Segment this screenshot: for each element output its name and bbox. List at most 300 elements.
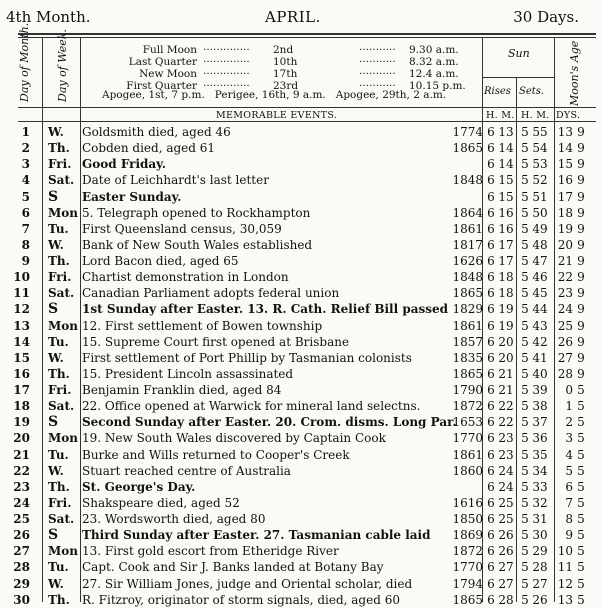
moon-phase-name: Full Moon (142, 44, 197, 56)
moon-age-hours: 5 (577, 495, 585, 510)
moon-age-days: 1 (565, 399, 573, 414)
sunset-minute: 32 (532, 495, 548, 510)
subheader-rule (18, 121, 596, 122)
leader-dots: .............. (203, 77, 250, 89)
sunset-hour: 5 (521, 286, 529, 301)
sunset-hour: 5 (521, 350, 529, 365)
table-row (0, 301, 601, 317)
sunset-minute: 52 (532, 173, 548, 188)
moon-phase-date: 23rd (273, 80, 299, 92)
table-row (0, 172, 601, 188)
day-of-month: 11 (13, 286, 30, 301)
day-of-week: Mon (48, 318, 79, 333)
moon-age-hours: 5 (577, 447, 585, 462)
sunset-minute: 39 (532, 383, 548, 397)
moon-age-days: 27 (557, 350, 573, 365)
day-of-week: Tu. (48, 334, 69, 349)
day-of-month: 21 (13, 447, 30, 462)
event: Shakspeare died, aged 52 (82, 495, 240, 510)
table-row (0, 592, 601, 608)
sunrise-minute: 14 (498, 157, 514, 172)
sunset-minute: 50 (532, 205, 548, 220)
day-of-month: 27 (13, 544, 30, 559)
moon-age-hours: 9 (577, 302, 585, 317)
sunrise-hour: 6 (487, 431, 495, 446)
day-of-week: S (48, 527, 59, 544)
sunrise-hour: 6 (487, 383, 495, 397)
month-name: APRIL. (265, 8, 321, 26)
moon-age-hours: 9 (577, 205, 585, 220)
day-of-month: 29 (13, 576, 30, 591)
table-row (0, 140, 601, 156)
day-of-month: 15 (13, 350, 30, 365)
moon-age-days: 19 (557, 221, 573, 236)
table-row (0, 398, 601, 414)
sunrise-hour: 6 (487, 399, 495, 414)
moon-phase-time: 9.30 a.m. (409, 44, 459, 56)
moon-age-hours: 9 (577, 173, 585, 188)
day-of-month: 25 (13, 512, 30, 526)
table-row (0, 382, 601, 398)
day-of-month: 14 (13, 334, 30, 349)
sunrise-minute: 24 (498, 479, 514, 494)
day-of-week: Fri. (48, 383, 72, 397)
sunrise-hour: 6 (487, 495, 495, 510)
sunset-hour: 5 (521, 399, 529, 414)
sunset-minute: 44 (532, 302, 548, 317)
day-of-month: 4 (21, 173, 30, 188)
day-of-week-label: Day of Week. (56, 29, 69, 102)
moon-age-days: 13 (557, 125, 573, 139)
moon-age-days: 23 (557, 286, 573, 301)
moon-age-hours: 9 (577, 125, 585, 139)
event-year: 1848 (452, 173, 483, 188)
sunset-minute: 27 (532, 576, 548, 591)
table-row (0, 527, 601, 543)
table-row (0, 559, 601, 575)
sunrise-hour: 6 (487, 350, 495, 365)
event: 13. First gold escort from Etheridge River (82, 544, 339, 559)
day-of-month: 23 (13, 479, 30, 494)
day-of-week: Th. (48, 366, 70, 381)
apogee-line: Apogee, 1st, 7 p.m. Perigee, 16th, 9 a.m. Apogee, 29th, 2 a.m. (102, 89, 447, 101)
event-year: 1626 (452, 254, 483, 268)
event: Burke and Wills returned to Cooper's Creek (82, 447, 350, 462)
event-year: 1848 (452, 270, 483, 285)
moon-age-days: 24 (557, 302, 573, 317)
sunset-hour: 5 (521, 463, 529, 478)
moon-age-hours: 5 (577, 576, 585, 591)
event-year: 1865 (452, 366, 483, 381)
day-of-month: 16 (13, 366, 30, 381)
day-of-week: W. (48, 350, 64, 365)
table-row (0, 366, 601, 382)
sunset-hour: 5 (521, 157, 529, 172)
sunset-hour: 5 (521, 270, 529, 285)
table-row (0, 479, 601, 495)
top-rule-thin (18, 37, 596, 38)
event-year: 1616 (452, 495, 483, 510)
event-year: 1861 (452, 221, 483, 236)
hm-sets-heading: H. M. (521, 110, 550, 121)
moon-age-hours: 9 (577, 350, 585, 365)
sunrise-minute: 18 (498, 270, 514, 285)
sunset-hour: 5 (521, 479, 529, 494)
moon-age-hours: 9 (577, 366, 585, 381)
sunrise-minute: 16 (498, 205, 514, 220)
sunrise-minute: 22 (498, 399, 514, 414)
event-year: 1817 (452, 237, 483, 252)
sunset-hour: 5 (521, 447, 529, 462)
sunrise-minute: 19 (498, 318, 514, 333)
day-of-week: Th. (48, 592, 70, 607)
table-row (0, 156, 601, 172)
day-of-month: 7 (21, 221, 30, 236)
day-of-week: W. (48, 463, 64, 478)
day-of-month: 8 (21, 237, 30, 252)
rises-label: Rises (484, 86, 511, 97)
sunset-hour: 5 (521, 576, 529, 591)
sunrise-hour: 6 (487, 544, 495, 559)
event-year: 1872 (452, 399, 483, 414)
moon-age-days: 17 (557, 189, 573, 204)
day-of-week: S (48, 414, 59, 431)
day-of-week: Sat. (48, 286, 75, 301)
moon-age-days: 3 (565, 431, 573, 446)
table-row (0, 543, 601, 559)
event: First settlement of Port Phillip by Tasmanian colonists (82, 350, 412, 365)
sunrise-hour: 6 (487, 447, 495, 462)
moon-age-days: 4 (565, 447, 573, 462)
sunset-minute: 42 (532, 334, 548, 349)
sunset-minute: 29 (532, 544, 548, 559)
moon-age-hours: 5 (577, 560, 585, 575)
table-row (0, 447, 601, 463)
sunrise-minute: 13 (498, 125, 514, 139)
event-year: 1835 (452, 350, 483, 365)
day-of-month: 28 (13, 560, 30, 575)
sunrise-hour: 6 (487, 334, 495, 349)
sunset-hour: 5 (521, 415, 529, 430)
event-year: 1857 (452, 334, 483, 349)
table-row (0, 334, 601, 350)
day-of-month-label: Day of Month. (18, 22, 31, 102)
sunrise-minute: 15 (498, 173, 514, 188)
sunset-hour: 5 (521, 237, 529, 252)
event-year: 1869 (452, 528, 483, 543)
sunset-hour: 5 (521, 254, 529, 268)
moon-age-days: 28 (557, 366, 573, 381)
sunrise-hour: 6 (487, 318, 495, 333)
day-of-month: 5 (21, 189, 30, 204)
day-of-month: 19 (13, 415, 30, 430)
sunrise-minute: 20 (498, 334, 514, 349)
sunset-minute: 45 (532, 286, 548, 301)
sunset-hour: 5 (521, 528, 529, 543)
day-of-month: 3 (21, 157, 30, 172)
moon-age-hours: 9 (577, 237, 585, 252)
table-row (0, 253, 601, 269)
event: 5. Telegraph opened to Rockhampton (82, 205, 311, 220)
sunrise-hour: 6 (487, 415, 495, 430)
day-of-month: 6 (21, 205, 30, 220)
event: 15. Supreme Court first opened at Brisbane (82, 334, 350, 349)
day-of-week: Mon (48, 431, 79, 446)
event-year: 1864 (452, 205, 483, 220)
event-year: 1850 (452, 512, 483, 526)
day-of-week: Fri. (48, 270, 72, 285)
day-of-month: 10 (13, 270, 30, 285)
sunrise-hour: 6 (487, 237, 495, 252)
day-of-week: Sat. (48, 399, 75, 414)
sunrise-minute: 17 (498, 254, 514, 268)
sunrise-hour: 6 (487, 463, 495, 478)
sunrise-minute: 28 (498, 592, 514, 607)
top-double-rule (18, 33, 596, 35)
moon-age-days: 18 (557, 205, 573, 220)
day-of-week: S (48, 301, 59, 318)
event: Goldsmith died, aged 46 (82, 125, 231, 139)
day-of-week: Fri. (48, 495, 72, 510)
moon-age-days: 26 (557, 334, 573, 349)
moon-age-hours: 9 (577, 318, 585, 333)
leader-dots: .............. (203, 65, 250, 77)
event: 15. President Lincoln assassinated (82, 366, 294, 381)
day-of-week: Fri. (48, 157, 72, 172)
sun-label: Sun (508, 47, 530, 60)
day-of-week: Tu. (48, 221, 69, 236)
event: Canadian Parliament adopts federal union (82, 286, 340, 301)
event: Chartist demonstration in London (82, 270, 289, 285)
moon-age-hours: 5 (577, 431, 585, 446)
table-row (0, 189, 601, 205)
day-of-week: Th. (48, 141, 70, 156)
day-of-week: Sat. (48, 173, 75, 188)
leader-dots: ........... (359, 77, 396, 89)
event: Third Sunday after Easter. 27. Tasmanian cable laid (82, 528, 431, 543)
moon-phase-date: 2nd (273, 44, 294, 56)
moon-age-days: 2 (565, 415, 573, 430)
sunset-minute: 43 (532, 318, 548, 333)
moon-age-hours: 9 (577, 189, 585, 204)
leader-dots: ........... (359, 41, 396, 53)
day-of-week: S (48, 188, 59, 205)
moon-age-days: 7 (565, 495, 573, 510)
moon-age-days: 13 (557, 592, 573, 607)
table-row (0, 205, 601, 221)
day-of-week: Sat. (48, 512, 75, 526)
table-row (0, 414, 601, 430)
day-of-month: 22 (13, 463, 30, 478)
event-year: 1829 (452, 302, 483, 317)
sunrise-hour: 6 (487, 576, 495, 591)
sunrise-minute: 23 (498, 431, 514, 446)
day-of-week: Th. (48, 254, 70, 268)
event-year: 1774 (452, 125, 483, 139)
sunset-minute: 48 (532, 237, 548, 252)
sunrise-hour: 6 (487, 189, 495, 204)
moon-age-hours: 9 (577, 254, 585, 268)
day-of-month: 20 (13, 431, 30, 446)
day-of-week: W. (48, 125, 64, 139)
sets-label: Sets. (519, 86, 545, 97)
moon-age-days: 0 (565, 383, 573, 397)
moon-age-hours: 5 (577, 528, 585, 543)
day-of-week: W. (48, 576, 64, 591)
event-year: 1770 (452, 431, 483, 446)
sunrise-minute: 25 (498, 495, 514, 510)
event-year: 1860 (452, 463, 483, 478)
sunrise-minute: 24 (498, 463, 514, 478)
event: Cobden died, aged 61 (82, 141, 216, 156)
sunrise-minute: 23 (498, 447, 514, 462)
sunrise-minute: 26 (498, 544, 514, 559)
day-of-month: 30 (13, 592, 30, 607)
sunset-minute: 28 (532, 560, 548, 575)
moon-phase-date: 17th (273, 68, 298, 80)
event: 19. New South Wales discovered by Captain Cook (82, 431, 386, 446)
moon-age-hours: 5 (577, 544, 585, 559)
moon-phase-time: 10.15 p.m. (409, 80, 466, 92)
event-year: 1794 (452, 576, 483, 591)
sun-split-rule (482, 77, 554, 78)
event: Lord Bacon died, aged 65 (82, 254, 239, 268)
sunrise-minute: 25 (498, 512, 514, 526)
moon-age-hours: 9 (577, 286, 585, 301)
sunrise-minute: 22 (498, 415, 514, 430)
sunset-hour: 5 (521, 383, 529, 397)
moon-phase-name: New Moon (139, 68, 197, 80)
sunrise-hour: 6 (487, 141, 495, 156)
moon-age-hours: 5 (577, 463, 585, 478)
moon-age-hours: 5 (577, 592, 585, 607)
day-of-month: 1 (21, 125, 30, 139)
sunset-hour: 5 (521, 221, 529, 236)
moon-age-hours: 9 (577, 141, 585, 156)
moon-age-hours: 5 (577, 383, 585, 397)
sunrise-hour: 6 (487, 479, 495, 494)
day-of-month: 9 (21, 254, 30, 268)
moon-age-days: 12 (557, 576, 573, 591)
moon-age-hours: 5 (577, 415, 585, 430)
moon-age-days: 22 (557, 270, 573, 285)
moon-age-days: 11 (557, 560, 573, 575)
page-header (0, 8, 601, 30)
sunrise-hour: 6 (487, 125, 495, 139)
event: First Queensland census, 30,059 (82, 221, 282, 236)
moon-age-hours: 9 (577, 221, 585, 236)
moon-age-days: 6 (565, 479, 573, 494)
table-row (0, 495, 601, 511)
sunset-hour: 5 (521, 560, 529, 575)
event-year: 1770 (452, 560, 483, 575)
event: R. Fitzroy, originator of storm signals, died, aged 60 (82, 592, 400, 607)
event-year: 1865 (452, 141, 483, 156)
moon-phase-date: 10th (273, 56, 298, 68)
sunset-hour: 5 (521, 592, 529, 607)
event-year: 1790 (452, 383, 483, 397)
sunset-hour: 5 (521, 334, 529, 349)
sunset-minute: 47 (532, 254, 548, 268)
day-of-month: 2 (21, 141, 30, 156)
sunrise-hour: 6 (487, 173, 495, 188)
sunset-minute: 41 (532, 350, 548, 365)
sunset-minute: 36 (532, 431, 548, 446)
days-heading: DYS. (556, 110, 581, 121)
sunrise-minute: 17 (498, 237, 514, 252)
event: Benjamin Franklin died, aged 84 (82, 383, 282, 397)
day-of-week: W. (48, 237, 64, 252)
event: Date of Leichhardt's last letter (82, 173, 269, 188)
sunset-minute: 54 (532, 141, 548, 156)
table-row (0, 285, 601, 301)
day-of-month: 17 (13, 383, 30, 397)
day-of-month: 18 (13, 399, 30, 414)
day-of-week: Tu. (48, 447, 69, 462)
days-count: 30 Days. (513, 8, 579, 26)
event: Good Friday. (82, 157, 166, 172)
day-of-week: Mon (48, 205, 79, 220)
sunrise-hour: 6 (487, 286, 495, 301)
leader-dots: .............. (203, 53, 250, 65)
leader-dots: .............. (203, 41, 250, 53)
moon-phase-time: 12.4 a.m. (409, 68, 459, 80)
sunset-hour: 5 (521, 366, 529, 381)
moon-phase-name: Last Quarter (128, 56, 197, 68)
moon-age-hours: 5 (577, 399, 585, 414)
calendar-rows (0, 124, 601, 608)
sunrise-minute: 21 (498, 383, 514, 397)
sunset-minute: 53 (532, 157, 548, 172)
moon-age-days: 20 (557, 237, 573, 252)
sunset-minute: 40 (532, 366, 548, 381)
moon-age-days: 21 (557, 254, 573, 268)
moon-age-hours: 9 (577, 157, 585, 172)
day-of-week: Tu. (48, 560, 69, 575)
sunset-hour: 5 (521, 318, 529, 333)
sunset-minute: 33 (532, 479, 548, 494)
table-row (0, 430, 601, 446)
memorable-events-heading: MEMORABLE EVENTS. (216, 110, 338, 121)
sunrise-hour: 6 (487, 528, 495, 543)
day-of-week: Th. (48, 479, 70, 494)
sunset-hour: 5 (521, 431, 529, 446)
sunrise-minute: 21 (498, 366, 514, 381)
sunrise-minute: 26 (498, 528, 514, 543)
leader-dots: ........... (359, 65, 396, 77)
sunset-minute: 55 (532, 125, 548, 139)
month-number: 4th Month. (6, 8, 91, 26)
sunset-hour: 5 (521, 173, 529, 188)
sunrise-hour: 6 (487, 221, 495, 236)
event-year: 1861 (452, 447, 483, 462)
event: 27. Sir William Jones, judge and Oriental scholar, died (82, 576, 413, 591)
event: 22. Office opened at Warwick for mineral land selectns. (82, 399, 421, 414)
sunrise-minute: 27 (498, 576, 514, 591)
sunrise-minute: 15 (498, 189, 514, 204)
sunset-hour: 5 (521, 495, 529, 510)
sunset-minute: 26 (532, 592, 548, 607)
moon-age-days: 25 (557, 318, 573, 333)
event: 12. First settlement of Bowen township (82, 318, 323, 333)
table-row (0, 350, 601, 366)
sunset-hour: 5 (521, 205, 529, 220)
sunrise-minute: 16 (498, 221, 514, 236)
sunset-hour: 5 (521, 544, 529, 559)
sunset-minute: 38 (532, 399, 548, 414)
sunrise-hour: 6 (487, 157, 495, 172)
table-row (0, 576, 601, 592)
